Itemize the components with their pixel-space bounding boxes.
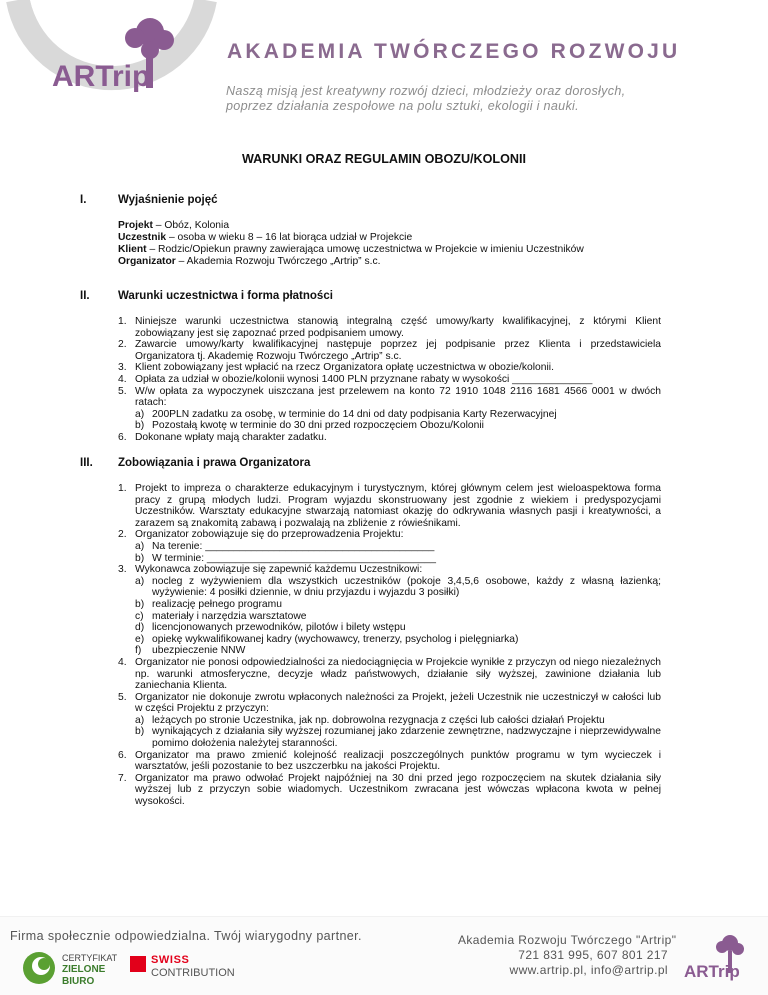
svg-text:ARTrip: ARTrip <box>52 60 151 93</box>
sub-item: b) Pozostałą kwotę w terminie do 30 dni przed rozpoczęciem Obozu/Kolonii <box>135 420 484 432</box>
definition-item: Organizator – Akademia Rozwoju Twórczego „Artrip” s.c. <box>118 256 381 267</box>
section-number: III. <box>80 457 93 469</box>
section-heading: Zobowiązania i prawa Organizatora <box>118 457 311 469</box>
page-header <box>0 0 768 140</box>
sub-item: b) W terminie: ________________________________________ <box>135 552 436 564</box>
section-number: I. <box>80 194 87 206</box>
sub-item: a) 200PLN zadatku za osobę, w terminie do 14 dni od daty podpisania Karty Rezerwacyjnej <box>135 408 557 420</box>
header-tagline: Naszą misją jest kreatywny rozwój dzieci, młodzieży oraz dorosłych, poprzez działania zespołowe na polu sztuki, ekologii i nauki. <box>226 84 626 113</box>
list-item: 6. Organizator ma prawo zmienić kolejność realizacji poszczególnych punktów programu w tym wycieczek i warsztatów, jeśli pozostanie to bez uszczerbku na jakości Projektu. <box>118 749 661 773</box>
green-office-certificate-icon <box>21 950 57 986</box>
list-item: 1. Niniejsze warunki uczestnictwa stanowią integralną część umowy/karty kwalifikacyjnej, z którymi Klient zobowiązany jest się zapoznać przed podpisaniem umowy. <box>118 316 661 339</box>
definition-item: Uczestnik – osoba w wieku 8 – 16 lat biorąca udział w Projekcie <box>118 232 413 243</box>
footer-contact <box>458 933 677 978</box>
sub-item: f) ubezpieczenie NNW <box>135 645 246 657</box>
sub-item: b) wynikających z działania siły wyższej rozumianej jako zdarzenie zewnętrzne, nadzwyczajne i nieprzewidywalne pomimo dołożenia należytej staranności. <box>135 726 661 750</box>
list-item: 4. Organizator nie ponosi odpowiedzialności za niedociągnięcia w Projekcie wynikłe z przyczyn od niego niezależnych np. warunki atmosferyczne, decyzje władz państwowych, działanie siły wyższej, zawinione działania lub zaniechania Klienta. <box>118 656 662 692</box>
definitions-list <box>118 220 584 268</box>
artrip-logo <box>0 0 220 140</box>
definition-item: Klient – Rodzic/Opiekun prawny zawierająca umowę uczestnictwa w Projekcie w imieniu Uczestników <box>118 244 584 255</box>
swiss-flag-icon <box>130 956 146 972</box>
list-item: 2. Organizator zobowiązuje się do przeprowadzenia Projektu: a) Na terenie: ________________________________________ b) W terminie: ________________________________________ <box>118 529 661 564</box>
list-item: 2. Zawarcie umowy/karty kwalifikacyjnej następuje poprzez jej podpisanie przez Klienta i przedstawiciela Organizatora tj. Akademię Rozwoju Twórczego „Artrip” s.c. <box>118 339 661 362</box>
artrip-footer-logo <box>680 931 760 991</box>
list-item: 6. Dokonane wpłaty mają charakter zadatku. <box>118 431 327 443</box>
company-name: Akademia Rozwoju Twórczego "Artrip" <box>458 933 677 947</box>
document-title: WARUNKI ORAZ REGULAMIN OBOZU/KOLONII <box>241 152 527 166</box>
swiss-contribution-text: SWISS CONTRIBUTION <box>151 954 235 979</box>
sub-item: d) licencjonowanych przewodników, pilotów i bilety wstępu <box>135 622 406 634</box>
sub-item: e) opiekę wykwalifikowanej kadry (wychowawcy, trenerzy, psycholog i pielęgniarka) <box>135 633 519 645</box>
section-number: II. <box>80 290 90 302</box>
section-3-list <box>118 483 661 808</box>
definition-item: Projekt – Obóz, Kolonia <box>118 220 230 231</box>
list-item: 3. Klient zobowiązany jest wpłacić na rzecz Organizatora opłatę uczestnictwa w obozie/kolonii. <box>118 362 554 374</box>
section-2-list <box>118 316 661 444</box>
sub-item: c) materiały i narzędzia warsztatowe <box>135 610 307 622</box>
contact-links[interactable]: www.artrip.pl, info@artrip.pl <box>509 963 668 977</box>
sub-item: b) realizację pełnego programu <box>135 598 282 610</box>
sub-item: a) Na terenie: ________________________________________ <box>135 540 435 552</box>
sub-item: a) leżących po stronie Uczestnika, jak np. dobrowolna rezygnacja z części lub całości działań Projektu <box>135 714 605 726</box>
sub-item: a) nocleg z wyżywieniem dla wszystkich uczestników (pokoje 3,4,5,6 osobowe, każdy z własną łazienką; wyżywienie: 4 posiłki dziennie, w dniu przyjazdu i wyjazdu 3 posiłki) <box>135 575 661 599</box>
list-item: 4. Opłata za udział w obozie/kolonii wynosi 1400 PLN przyznane rabaty w wysokości ______________ <box>118 373 593 385</box>
list-item: 5. Organizator nie dokonuje zwrotu wpłaconych należności za Projekt, jeżeli Uczestnik nie uczestniczył w całości lub w części Projektu z przyczyn: a) leżących po stronie Uczestnika, jak np. dobrowolna rezygnacja z części lub całości działań Projektu b) wynikających z działania siły wyższej rozumianej jako zdarzenie zewnętrzne, nadzwyczajne i nieprzewidywalne pomimo dołożenia należytej staranności. <box>118 691 661 750</box>
list-item: 7. Organizator ma prawo odwołać Projekt najpóźniej na 30 dni przed jego rozpoczęciem na skutek działania siły wyższej lub z przyczyn sobie wiadomych. Uczestnikom zwracana jest wówczas wpłacona kwota w pełnej wysokości. <box>118 772 661 808</box>
section-heading: Wyjaśnienie pojęć <box>118 194 218 206</box>
svg-text:ARTrip: ARTrip <box>684 962 740 981</box>
certificate-text: CERTYFIKAT ZIELONE BIURO <box>62 953 118 987</box>
header-title: AKADEMIA TWÓRCZEGO ROZWOJU <box>227 40 681 63</box>
section-heading: Warunki uczestnictwa i forma płatności <box>118 290 333 302</box>
phone-numbers: 721 831 995, 607 801 217 <box>518 948 668 962</box>
list-item: 1. Projekt to impreza o charakterze edukacyjnym i turystycznym, której głównym celem jest wieloaspektowa forma pracy z grupą młodych ludzi. Program wyjazdu skonstruowany jest zgodnie z wiekiem i predyspozycjami Uczestników. Warsztaty edukacyjne stwarzają natomiast okazję do odkrywania własnych pasji i kreatywności, a zarazem są znakomitą zabawą i pozwalają na zbliżenie z rówieśnikami. <box>118 483 661 529</box>
list-item: 3. Wykonawca zobowiązuje się zapewnić każdemu Uczestnikowi: a) nocleg z wyżywieniem dla wszystkich uczestników (pokoje 3,4,5,6 osobowe, każdy z własną łazienką; wyżywienie: 4 posiłki dziennie, w dniu przyjazdu i wyjazdu 3 posiłki) b) realizację pełnego programu c) materiały i narzędzia warsztatowe d) licencjonowanych przewodników, pilotów i bilety wstępu e) opiekę wykwalifikowanej kadry (wychowawcy, trenerzy, psycholog i pielęgniarka) f) ubezpieczenie NNW <box>118 564 661 657</box>
list-item: 5. W/w opłata za wypoczynek uiszczana jest przelewem na konto 72 1910 1048 2116 1681 4566 0001 w dwóch ratach: a) 200PLN zadatku za osobę, w terminie do 14 dni od daty podpisania Karty Rezerwacyjnej b) Pozostałą kwotę w terminie do 30 dni przed rozpoczęciem Obozu/Kolonii <box>118 385 661 432</box>
footer-motto: Firma społecznie odpowiedzialna. Twój wiarygodny partner. <box>10 929 362 943</box>
page-footer <box>0 916 768 995</box>
